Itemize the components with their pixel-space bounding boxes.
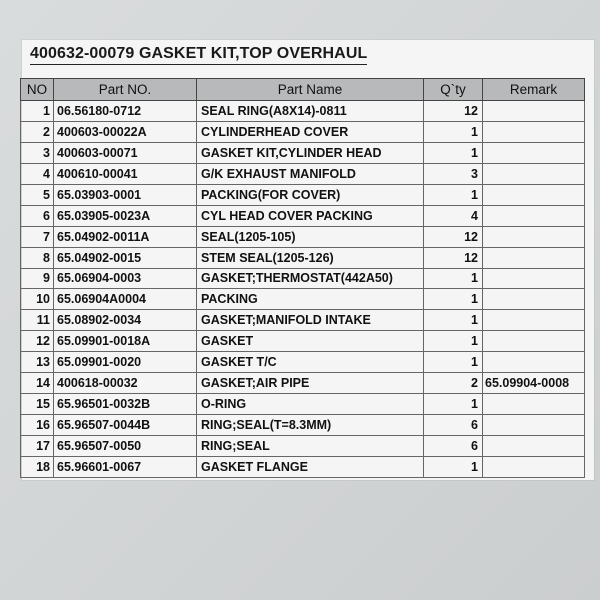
row-no-cell: 5 bbox=[21, 184, 54, 205]
remark-cell bbox=[483, 310, 585, 331]
remark-cell bbox=[483, 184, 585, 205]
row-no-cell: 6 bbox=[21, 205, 54, 226]
part-name-cell: G/K EXHAUST MANIFOLD bbox=[197, 163, 424, 184]
remark-cell bbox=[483, 456, 585, 477]
qty-cell: 6 bbox=[424, 436, 483, 457]
remark-cell bbox=[483, 289, 585, 310]
header-no: NO bbox=[21, 79, 54, 101]
row-no-cell: 3 bbox=[21, 142, 54, 163]
header-part-no: Part NO. bbox=[54, 79, 197, 101]
qty-cell: 12 bbox=[424, 101, 483, 122]
qty-cell: 1 bbox=[424, 184, 483, 205]
table-row bbox=[21, 352, 585, 373]
table-row bbox=[21, 142, 585, 163]
part-no-cell: 65.04902-0015 bbox=[54, 247, 197, 268]
part-no-cell: 65.08902-0034 bbox=[54, 310, 197, 331]
table-row bbox=[21, 415, 585, 436]
part-no-cell: 65.06904-0003 bbox=[54, 268, 197, 289]
table-row bbox=[21, 121, 585, 142]
part-no-cell: 65.09901-0020 bbox=[54, 352, 197, 373]
part-name-cell: CYL HEAD COVER PACKING bbox=[197, 205, 424, 226]
row-no-cell: 4 bbox=[21, 163, 54, 184]
table-row bbox=[21, 394, 585, 415]
part-name-cell: STEM SEAL(1205-126) bbox=[197, 247, 424, 268]
part-no-cell: 65.96501-0032B bbox=[54, 394, 197, 415]
row-no-cell: 12 bbox=[21, 331, 54, 352]
header-part-name: Part Name bbox=[197, 79, 424, 101]
part-no-cell: 400603-00022A bbox=[54, 121, 197, 142]
row-no-cell: 17 bbox=[21, 436, 54, 457]
table-row bbox=[21, 226, 585, 247]
row-no-cell: 8 bbox=[21, 247, 54, 268]
part-no-cell: 65.03905-0023A bbox=[54, 205, 197, 226]
part-name-cell: RING;SEAL bbox=[197, 436, 424, 457]
row-no-cell: 14 bbox=[21, 373, 54, 394]
remark-cell bbox=[483, 436, 585, 457]
row-no-cell: 16 bbox=[21, 415, 54, 436]
part-no-cell: 65.96507-0044B bbox=[54, 415, 197, 436]
part-name-cell: GASKET bbox=[197, 331, 424, 352]
qty-cell: 2 bbox=[424, 373, 483, 394]
remark-cell bbox=[483, 142, 585, 163]
part-no-cell: 65.06904A0004 bbox=[54, 289, 197, 310]
table-header-row bbox=[21, 79, 585, 101]
part-name-cell: PACKING(FOR COVER) bbox=[197, 184, 424, 205]
qty-cell: 1 bbox=[424, 456, 483, 477]
table-row bbox=[21, 310, 585, 331]
table-row bbox=[21, 101, 585, 122]
row-no-cell: 7 bbox=[21, 226, 54, 247]
part-no-cell: 65.96601-0067 bbox=[54, 456, 197, 477]
remark-cell bbox=[483, 331, 585, 352]
header-qty: Q`ty bbox=[424, 79, 483, 101]
remark-cell bbox=[483, 205, 585, 226]
remark-cell bbox=[483, 226, 585, 247]
qty-cell: 6 bbox=[424, 415, 483, 436]
qty-cell: 1 bbox=[424, 142, 483, 163]
qty-cell: 12 bbox=[424, 226, 483, 247]
row-no-cell: 15 bbox=[21, 394, 54, 415]
row-no-cell: 2 bbox=[21, 121, 54, 142]
parts-table bbox=[20, 78, 585, 478]
part-no-cell: 06.56180-0712 bbox=[54, 101, 197, 122]
table-row bbox=[21, 184, 585, 205]
qty-cell: 1 bbox=[424, 289, 483, 310]
part-name-cell: RING;SEAL(T=8.3MM) bbox=[197, 415, 424, 436]
part-no-cell: 65.03903-0001 bbox=[54, 184, 197, 205]
header-remark: Remark bbox=[483, 79, 585, 101]
part-no-cell: 400610-00041 bbox=[54, 163, 197, 184]
remark-cell: 65.09904-0008 bbox=[483, 373, 585, 394]
row-no-cell: 10 bbox=[21, 289, 54, 310]
table-row bbox=[21, 268, 585, 289]
part-no-cell: 65.04902-0011A bbox=[54, 226, 197, 247]
row-no-cell: 11 bbox=[21, 310, 54, 331]
part-no-cell: 400603-00071 bbox=[54, 142, 197, 163]
part-name-cell: GASKET T/C bbox=[197, 352, 424, 373]
qty-cell: 1 bbox=[424, 268, 483, 289]
table-row bbox=[21, 436, 585, 457]
part-name-cell: O-RING bbox=[197, 394, 424, 415]
part-name-cell: SEAL(1205-105) bbox=[197, 226, 424, 247]
part-name-cell: GASKET FLANGE bbox=[197, 456, 424, 477]
qty-cell: 3 bbox=[424, 163, 483, 184]
part-name-cell: GASKET;AIR PIPE bbox=[197, 373, 424, 394]
qty-cell: 12 bbox=[424, 247, 483, 268]
part-no-cell: 65.96507-0050 bbox=[54, 436, 197, 457]
part-name-cell: GASKET KIT,CYLINDER HEAD bbox=[197, 142, 424, 163]
part-name-cell: CYLINDERHEAD COVER bbox=[197, 121, 424, 142]
part-name-cell: GASKET;THERMOSTAT(442A50) bbox=[197, 268, 424, 289]
remark-cell bbox=[483, 163, 585, 184]
table-row bbox=[21, 373, 585, 394]
qty-cell: 1 bbox=[424, 394, 483, 415]
qty-cell: 4 bbox=[424, 205, 483, 226]
table-row bbox=[21, 289, 585, 310]
table-row bbox=[21, 205, 585, 226]
remark-cell bbox=[483, 415, 585, 436]
qty-cell: 1 bbox=[424, 310, 483, 331]
remark-cell bbox=[483, 121, 585, 142]
part-name-cell: PACKING bbox=[197, 289, 424, 310]
qty-cell: 1 bbox=[424, 352, 483, 373]
remark-cell bbox=[483, 268, 585, 289]
table-row bbox=[21, 331, 585, 352]
part-name-cell: SEAL RING(A8X14)-0811 bbox=[197, 101, 424, 122]
table-row bbox=[21, 456, 585, 477]
row-no-cell: 1 bbox=[21, 101, 54, 122]
qty-cell: 1 bbox=[424, 331, 483, 352]
part-name-cell: GASKET;MANIFOLD INTAKE bbox=[197, 310, 424, 331]
page-title: 400632-00079 GASKET KIT,TOP OVERHAUL bbox=[30, 45, 367, 65]
row-no-cell: 18 bbox=[21, 456, 54, 477]
part-no-cell: 65.09901-0018A bbox=[54, 331, 197, 352]
table-row bbox=[21, 247, 585, 268]
remark-cell bbox=[483, 101, 585, 122]
remark-cell bbox=[483, 247, 585, 268]
table-row bbox=[21, 163, 585, 184]
remark-cell bbox=[483, 352, 585, 373]
part-no-cell: 400618-00032 bbox=[54, 373, 197, 394]
row-no-cell: 13 bbox=[21, 352, 54, 373]
qty-cell: 1 bbox=[424, 121, 483, 142]
row-no-cell: 9 bbox=[21, 268, 54, 289]
remark-cell bbox=[483, 394, 585, 415]
